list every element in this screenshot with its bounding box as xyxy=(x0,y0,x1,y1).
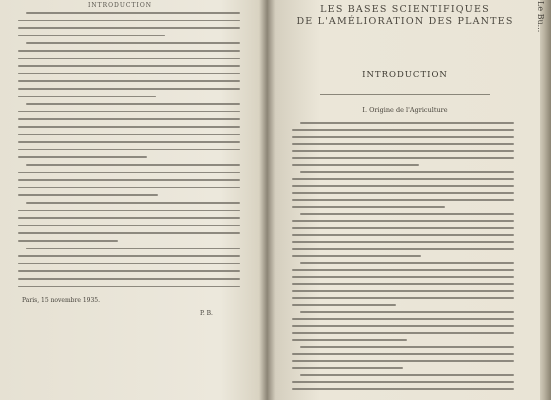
text-line xyxy=(292,367,403,369)
text-line xyxy=(292,199,514,201)
text-line xyxy=(26,248,240,250)
text-line xyxy=(26,103,240,105)
text-line xyxy=(26,164,240,166)
text-line xyxy=(292,360,514,362)
text-line xyxy=(292,318,514,320)
text-line xyxy=(18,58,240,60)
text-line xyxy=(292,255,421,257)
text-line xyxy=(26,202,240,204)
text-line xyxy=(292,339,407,341)
book-title-line-2: DE L'AMÉLIORATION DES PLANTES xyxy=(296,16,514,27)
text-line xyxy=(18,88,240,90)
text-line xyxy=(18,210,240,212)
text-line xyxy=(300,346,514,348)
text-line xyxy=(300,374,514,376)
signature-place-date: Paris, 15 novembre 1935. xyxy=(22,297,101,304)
section-heading: I. Origine de l'Agriculture xyxy=(362,106,448,114)
text-line xyxy=(18,232,240,234)
text-line xyxy=(26,12,240,14)
text-line xyxy=(292,297,514,299)
text-line xyxy=(292,227,514,229)
text-line xyxy=(18,172,240,174)
text-line xyxy=(292,150,514,152)
text-line xyxy=(292,283,514,285)
text-line xyxy=(18,141,240,143)
text-line xyxy=(292,157,514,159)
text-line xyxy=(300,171,514,173)
text-line xyxy=(18,20,240,22)
page-edge xyxy=(536,0,551,400)
text-line xyxy=(292,206,445,208)
text-line xyxy=(18,80,240,82)
text-line xyxy=(18,156,147,158)
text-line xyxy=(18,96,156,98)
text-line xyxy=(18,111,240,113)
text-line xyxy=(292,332,514,334)
chapter-heading: INTRODUCTION xyxy=(362,70,448,80)
running-head: Le Bu... xyxy=(536,1,545,33)
book-title-line-1: LES BASES SCIENTIFIQUES xyxy=(320,4,490,15)
text-line xyxy=(292,178,514,180)
text-line xyxy=(18,278,240,280)
left-page-header: INTRODUCTION xyxy=(88,2,153,9)
right-page xyxy=(270,0,540,400)
text-line xyxy=(18,225,240,227)
text-line xyxy=(292,234,514,236)
text-line xyxy=(18,126,240,128)
text-line xyxy=(292,276,514,278)
text-line xyxy=(292,248,514,250)
text-line xyxy=(18,263,240,265)
text-line xyxy=(18,187,240,189)
signature-initials: P. B. xyxy=(200,310,213,317)
text-line xyxy=(18,73,240,75)
text-line xyxy=(18,240,118,242)
text-line xyxy=(300,311,514,313)
text-line xyxy=(18,27,240,29)
text-line xyxy=(18,286,240,288)
text-line xyxy=(18,270,240,272)
text-line xyxy=(292,381,514,383)
text-line xyxy=(18,65,240,67)
text-line xyxy=(292,325,514,327)
text-line xyxy=(292,220,514,222)
text-line xyxy=(292,388,514,390)
text-line xyxy=(292,143,514,145)
text-line xyxy=(292,129,514,131)
left-page xyxy=(0,0,262,400)
text-line xyxy=(300,213,514,215)
text-line xyxy=(292,136,514,138)
text-line xyxy=(18,118,240,120)
text-line xyxy=(26,42,240,44)
text-line xyxy=(18,194,158,196)
text-line xyxy=(292,185,514,187)
text-line xyxy=(292,353,514,355)
text-line xyxy=(292,164,419,166)
text-line xyxy=(292,269,514,271)
heading-rule xyxy=(320,94,490,95)
text-line xyxy=(18,134,240,136)
text-line xyxy=(18,50,240,52)
text-line xyxy=(18,149,240,151)
text-line xyxy=(18,179,240,181)
text-line xyxy=(18,255,240,257)
text-line xyxy=(292,192,514,194)
text-line xyxy=(292,241,514,243)
text-line xyxy=(300,262,514,264)
text-line xyxy=(18,217,240,219)
text-line xyxy=(292,290,514,292)
text-line xyxy=(18,35,165,37)
text-line xyxy=(292,304,396,306)
text-line xyxy=(300,122,514,124)
